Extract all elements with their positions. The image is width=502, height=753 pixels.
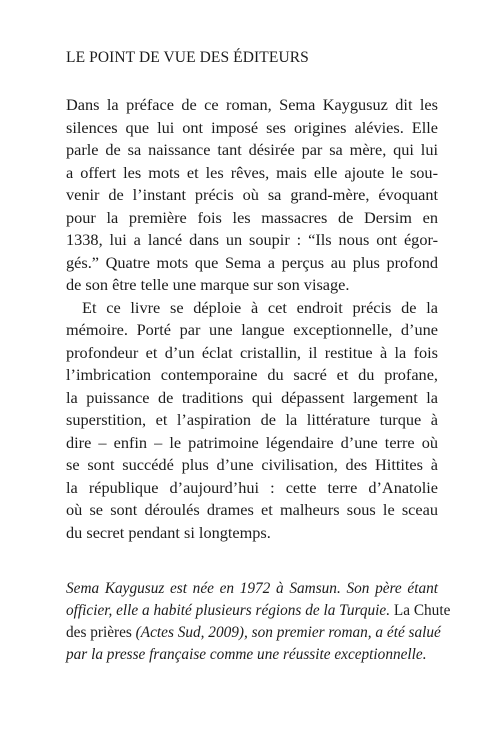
text-line: 1338, lui a lancé dans un soupir : “Ils nous ont égor-: [66, 230, 438, 249]
text-line: venir de l’instant précis où sa grand-mère, évoquant: [66, 185, 438, 204]
author-bio: [66, 578, 451, 666]
text-line: a offert les mots et les rêves, mais elle ajoute le sou-: [66, 162, 438, 182]
section-heading: LE POINT DE VUE DES ÉDITEURS: [66, 49, 309, 66]
text-line: l’imbrication contemporaine du sacré et du profane,: [66, 365, 438, 384]
text-line: parle de sa naissance tant désirée par sa mère, qui lui: [66, 140, 438, 159]
text-line: où se sont déroulés drames et malheurs sous le sceau: [66, 500, 438, 519]
text-line: Dans la préface de ce roman, Sema Kaygusuz dit les: [66, 95, 438, 114]
bio-text-italic: officier, elle a habité plusieurs régions de la Turquie.: [66, 602, 391, 619]
text-line: du secret pendant si longtemps.: [66, 522, 271, 542]
text-line: se sont succédé plus d’une civilisation, des Hittites à: [66, 455, 438, 474]
bio-line: Sema Kaygusuz est née en 1972 à Samsun. Son père étant: [66, 580, 438, 597]
text-line: silences que lui ont imposé ses origines alévies. Elle: [66, 117, 438, 137]
bio-line: par la presse française comme une réussite exceptionnelle.: [66, 646, 427, 663]
text-line: dire – enfin – le patrimoine légendaire d’une terre où: [66, 432, 438, 452]
paragraph-memory: [66, 297, 438, 545]
text-line: mémoire. Porté par une langue exceptionnelle, d’une: [66, 320, 438, 339]
bio-text-italic: (Actes Sud, 2009), son premier roman, a été salué: [135, 624, 441, 641]
paragraph-preface: [66, 94, 438, 297]
text-line: gés.” Quatre mots que Sema a perçus au plus profond: [66, 252, 438, 272]
text-line: de son être telle une marque sur son visage.: [66, 275, 350, 294]
bio-line: [66, 622, 441, 644]
text-line: superstition, et l’aspiration de la littérature turque à: [66, 410, 438, 429]
text-line: la république d’aujourd’hui : cette terre d’Anatolie: [66, 477, 438, 497]
book-title-text: La Chute: [390, 602, 451, 619]
book-title-text: des prières: [66, 624, 136, 641]
text-line: la puissance de traditions qui dépassent largement la: [66, 387, 438, 407]
text-line: pour la première fois les massacres de Dersim en: [66, 207, 438, 227]
bio-line: [66, 600, 451, 622]
text-line: Et ce livre se déploie à cet endroit précis de la: [82, 297, 438, 317]
text-line: profondeur et d’un éclat cristallin, il restitue à la fois: [66, 342, 438, 362]
publisher-text: [66, 94, 438, 544]
